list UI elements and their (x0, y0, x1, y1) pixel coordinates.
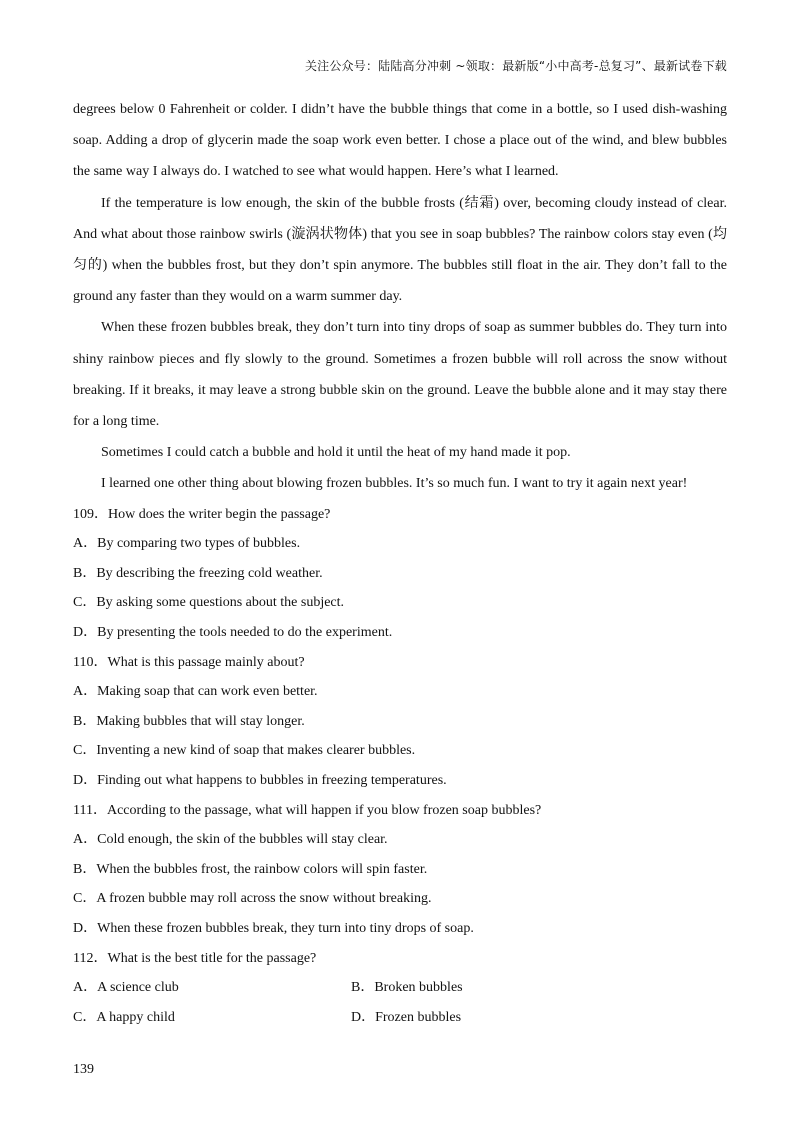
answer-option: A．Making soap that can work even better. (73, 684, 318, 700)
answer-option: D．Finding out what happens to bubbles in freezing temperatures. (73, 772, 447, 788)
passage-paragraph: If the temperature is low enough, the skin of the bubble frosts (结霜) over, becoming cloudy instead of clear. And what about those rainbow swirls (漩涡状物体) that you see in soap bubbles? The rainbow colors stay even (均匀的) when the bubbles frost, but they don’t spin anymore. The bubbles still float in the air. They don’t fall to the ground any faster than they would on a warm summer day. (73, 195, 727, 305)
answer-option-row (73, 973, 727, 1003)
answer-option: C．By asking some questions about the subject. (73, 595, 345, 611)
question-111 (73, 796, 727, 944)
page-header: 关注公众号：陆陆高分冲刺 ~领取：最新版“小中高考-总复习”、最新试卷下载 (304, 59, 727, 73)
answer-option: A．Cold enough, the skin of the bubbles will stay clear. (73, 832, 388, 848)
passage-paragraph: degrees below 0 Fahrenheit or colder. I didn’t have the bubble things that come in a bottle, so I used dish-washing soap. Adding a drop of glycerin made the soap work even better. I chose a place out of the wind, and blew bubbles the same way I always do. I watched to see what would happen. Here’s what I learned. (73, 102, 727, 180)
question-109 (73, 500, 727, 648)
answer-option: B．By describing the freezing cold weather. (73, 565, 323, 581)
question-stem: 109．How does the writer begin the passage? (73, 506, 331, 522)
passage-paragraph: I learned one other thing about blowing frozen bubbles. It’s so much fun. I want to try it again next year! (101, 476, 688, 492)
question-stem: 112．What is the best title for the passage? (73, 950, 317, 966)
passage-paragraph: When these frozen bubbles break, they don’t turn into tiny drops of soap as summer bubbles do. They turn into shiny rainbow pieces and fly slowly to the ground. Sometimes a frozen bubble will roll across the snow without breaking. If it breaks, it may leave a strong bubble skin on the ground. Leave the bubble alone and it may stay there for a long time. (73, 320, 727, 430)
answer-option: A．A science club (73, 980, 179, 996)
answer-option: A．By comparing two types of bubbles. (73, 536, 301, 552)
answer-option: D．When these frozen bubbles break, they turn into tiny drops of soap. (73, 920, 474, 936)
answer-option: C．Inventing a new kind of soap that makes clearer bubbles. (73, 743, 416, 759)
page-number: 139 (73, 1062, 94, 1077)
answer-option: B．When the bubbles frost, the rainbow colors will spin faster. (73, 861, 428, 877)
page-content (73, 94, 727, 1032)
passage-paragraph: Sometimes I could catch a bubble and hold it until the heat of my hand made it pop. (101, 445, 571, 461)
answer-option: B．Making bubbles that will stay longer. (73, 713, 305, 729)
answer-option: C．A happy child (73, 1009, 175, 1025)
question-stem: 110．What is this passage mainly about? (73, 654, 305, 670)
answer-option: D．By presenting the tools needed to do the experiment. (73, 625, 393, 641)
answer-option: D．Frozen bubbles (351, 1009, 462, 1025)
question-stem: 111．According to the passage, what will happen if you blow frozen soap bubbles? (73, 802, 542, 818)
answer-option: B．Broken bubbles (351, 980, 463, 996)
question-110 (73, 648, 727, 796)
question-112 (73, 944, 727, 1033)
answer-option-row (73, 1003, 727, 1033)
answer-option: C．A frozen bubble may roll across the snow without breaking. (73, 891, 432, 907)
